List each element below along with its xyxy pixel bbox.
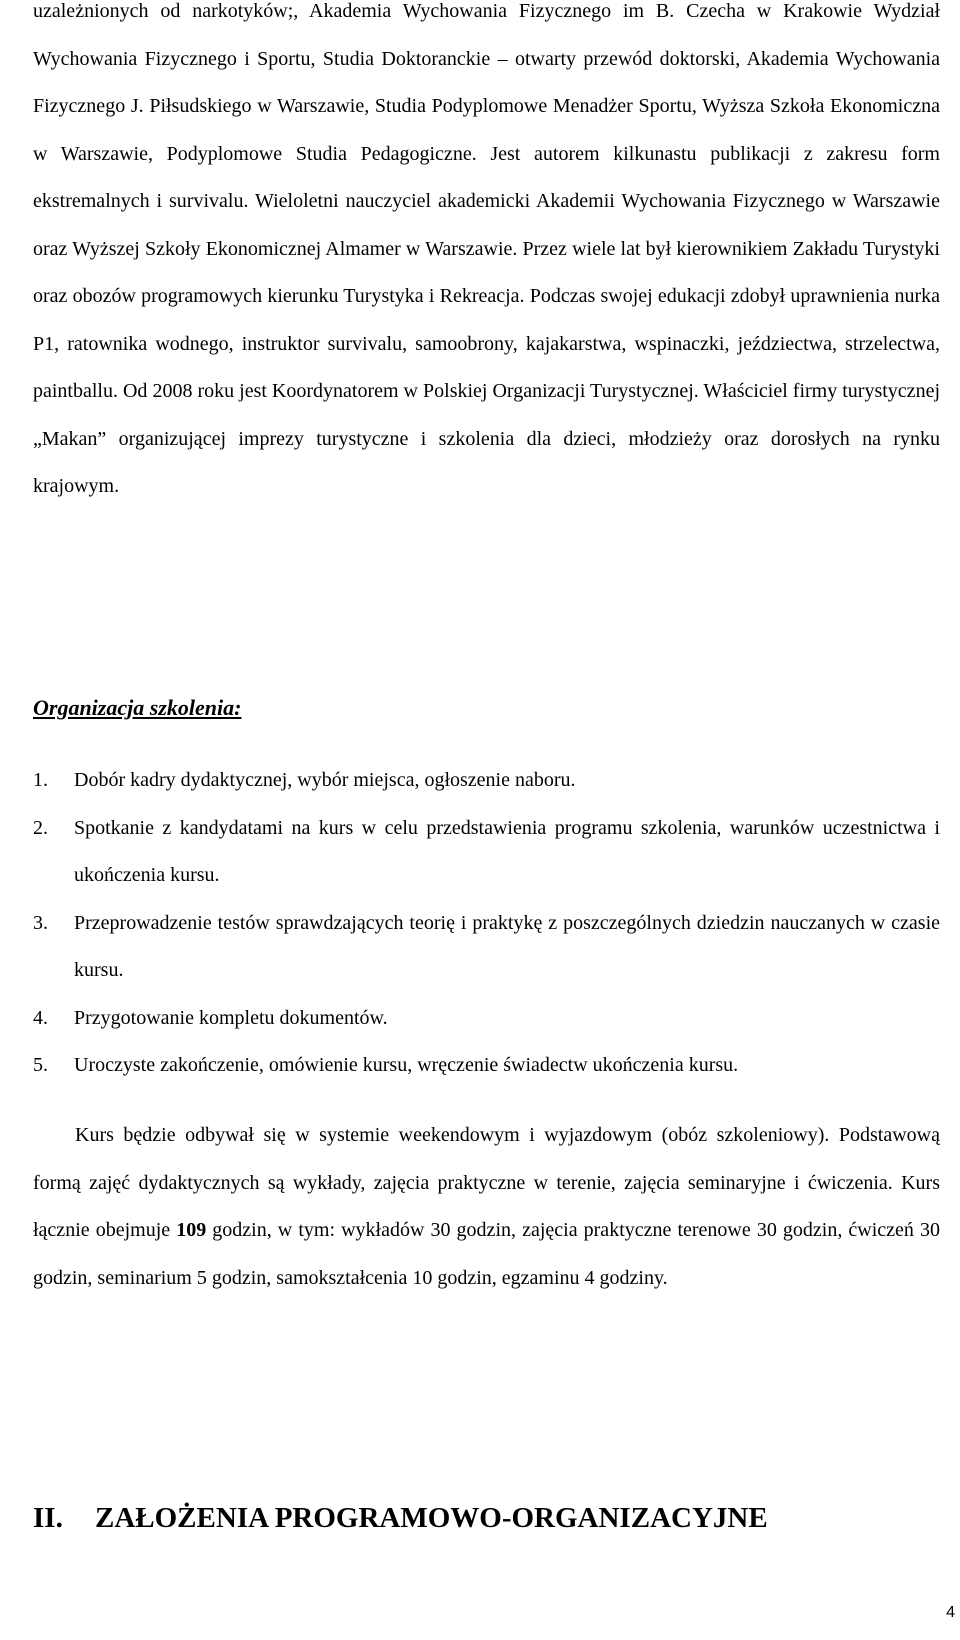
list-item-number: 2. — [33, 816, 48, 839]
organization-list — [33, 757, 940, 1090]
list-item-number: 1. — [33, 769, 48, 791]
list-item-text: Przeprowadzenie testów sprawdzających teorię i praktykę z poszczególnych dziedzin nauczanych w czasie kursu. — [74, 911, 940, 981]
organization-heading: Organizacja szkolenia: — [33, 695, 242, 720]
bio-paragraph: uzależnionych od narkotyków;, Akademia Wychowania Fizycznego im B. Czecha w Krakowie Wydział Wychowania Fizycznego i Sportu, Studia Doktoranckie – otwarty przewód doktorski, Akademia Wychowania Fizycznego J. Piłsudskiego w Warszawie, Studia Podyplomowe Menadżer Sportu, Wyższa Szkoła Ekonomiczna w Warszawie, Podyplomowe Studia Pedagogiczne. Jest autorem kilkunastu publikacji z zakresu form ekstremalnych i survivalu. Wieloletni nauczyciel akademicki Akademii Wychowania Fizycznego w Warszawie oraz Wyższej Szkoły Ekonomicznej Almamer w Warszawie. Przez wiele lat był kierownikiem Zakładu Turystyki oraz obozów programowych kierunku Turystyka i Rekreacja. Podczas swojej edukacji zdobył uprawnienia nurka P1, ratownika wodnego, instruktor survivalu, samoobrony, kajakarstwa, wspinaczki, jeździectwa, strzelectwa, paintballu. Od 2008 roku jest Koordynatorem w Polskiej Organizacji Turystycznej. Właściciel firmy turystycznej „Makan” organizującej imprezy turystyczne i szkolenia dla dzieci, młodzieży oraz dorosłych na rynku krajowym. — [33, 0, 940, 497]
page-number: 4 — [946, 1604, 955, 1621]
section-heading — [33, 1498, 768, 1538]
course-total-hours: 109 — [176, 1219, 207, 1241]
list-item-text: Dobór kadry dydaktycznej, wybór miejsca, ogłoszenie naboru. — [74, 769, 576, 791]
list-item — [33, 757, 940, 805]
section-number: II. — [33, 1502, 63, 1534]
list-item-text: Uroczyste zakończenie, omówienie kursu, wręczenie świadectw ukończenia kursu. — [74, 1054, 739, 1076]
list-item — [33, 995, 940, 1043]
section-title: ZAŁOŻENIA PROGRAMOWO-ORGANIZACYJNE — [95, 1502, 768, 1534]
list-item — [33, 900, 940, 995]
list-item-number: 3. — [33, 911, 48, 934]
list-item-number: 5. — [33, 1054, 48, 1076]
course-text-after: godzin, w tym: wykładów 30 godzin, zajęcia praktyczne terenowe 30 godzin, ćwiczeń 30 godzin, seminarium 5 godzin, samokształcenia 10 godzin, egzaminu 4 godziny. — [33, 1219, 941, 1289]
list-item — [33, 1042, 940, 1090]
list-item-text: Spotkanie z kandydatami na kurs w celu przedstawienia programu szkolenia, warunków uczestnictwa i ukończenia kursu. — [74, 816, 940, 886]
list-item-number: 4. — [33, 1006, 48, 1029]
list-item-text: Przygotowanie kompletu dokumentów. — [74, 1006, 388, 1029]
course-text-before: Kurs będzie odbywał się w systemie weekendowym i wyjazdowym (obóz szkoleniowy). Podstawową formą zajęć dydaktycznych są wykłady, zajęcia praktyczne w terenie, zajęcia seminaryjne i ćwiczenia. Kurs łącznie obejmuje — [33, 1124, 940, 1241]
course-paragraph — [33, 1112, 940, 1302]
list-item — [33, 805, 940, 900]
